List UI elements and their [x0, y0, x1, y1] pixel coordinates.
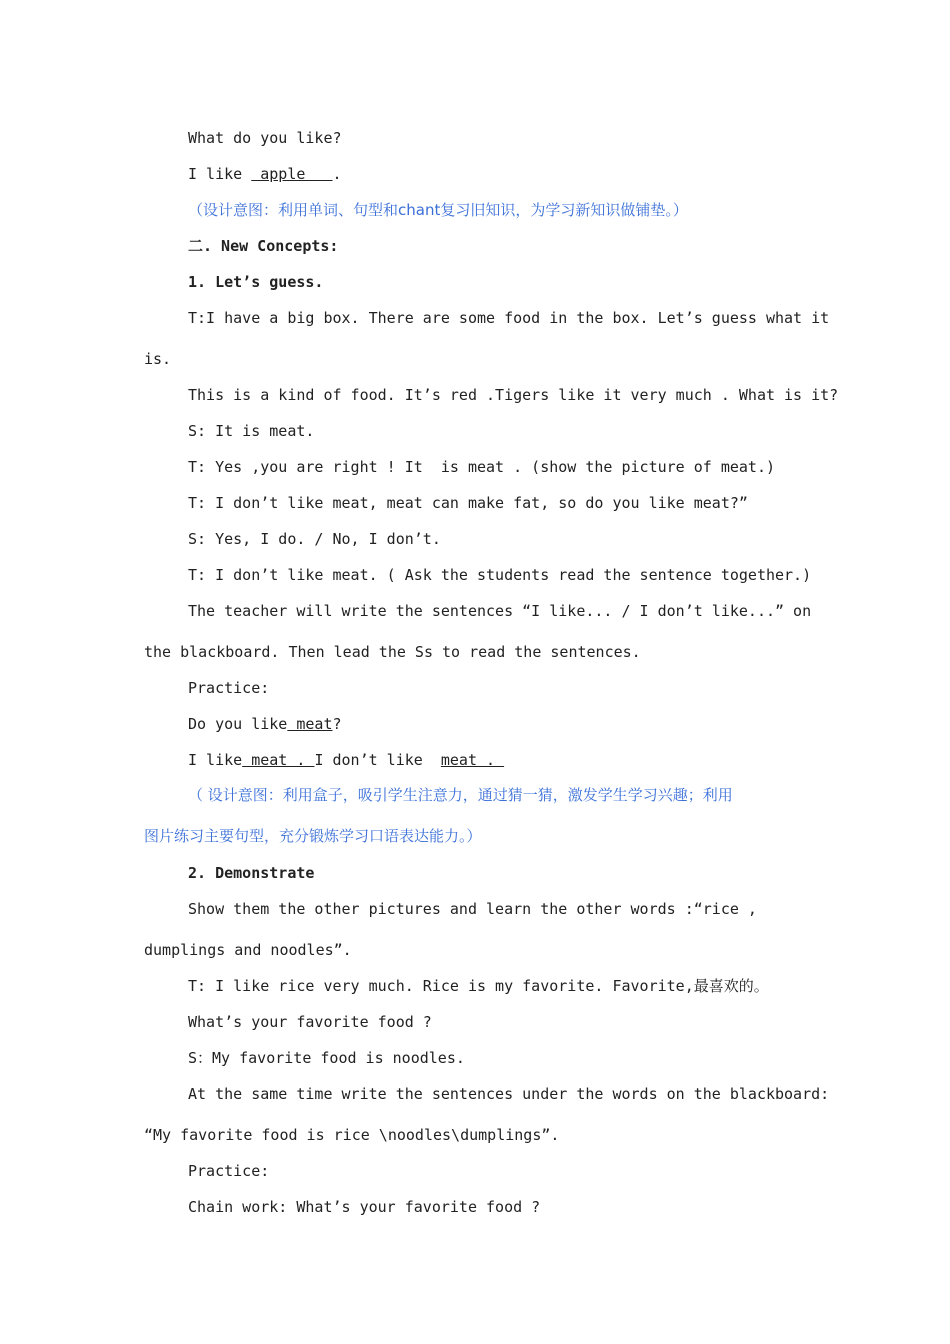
- subsection-heading: 1. Let’s guess.: [188, 273, 324, 291]
- text-span: I like: [188, 751, 243, 769]
- text-line: What do you like?: [188, 129, 342, 147]
- text-line: the blackboard. Then lead the Ss to read the sentences.: [144, 643, 641, 661]
- answer-blank: meat .: [242, 751, 315, 769]
- text-line: T: Yes ,you are right ! It is meat . (show the picture of meat.): [188, 458, 775, 476]
- text-line: What’s your favorite food ?: [188, 1013, 432, 1031]
- text-line: dumplings and noodles”.: [144, 941, 352, 959]
- text-line: T: I don’t like meat, meat can make fat, so do you like meat?”: [188, 494, 748, 512]
- text-span: I like: [188, 165, 252, 183]
- text-line: T: I like rice very much. Rice is my favorite. Favorite,最喜欢的。: [188, 977, 769, 995]
- text-line: [188, 750, 504, 770]
- text-line: S: Yes, I do. / No, I don’t.: [188, 530, 441, 548]
- text-line: T:I have a big box. There are some food in the box. Let’s guess what it: [188, 309, 830, 327]
- text-line: Show them the other pictures and learn the other words :“rice ,: [188, 900, 757, 918]
- text-span: I don’t like: [314, 751, 441, 769]
- text-line: [188, 164, 342, 184]
- text-line: is.: [144, 350, 172, 368]
- answer-blank: apple: [251, 165, 333, 183]
- design-intent-note: （ 设计意图：利用盒子，吸引学生注意力，通过猜一猜，激发学生学习兴趣；利用: [188, 786, 733, 804]
- text-line: [188, 714, 342, 734]
- text-line: The teacher will write the sentences “I like... / I don’t like...” on: [188, 602, 812, 620]
- text-line: Practice:: [188, 1162, 270, 1180]
- answer-blank: meat .: [440, 751, 505, 769]
- text-line: S: It is meat.: [188, 422, 315, 440]
- text-line: Chain work: What’s your favorite food ?: [188, 1198, 541, 1216]
- text-line: T: I don’t like meat. ( Ask the students read the sentence together.): [188, 566, 812, 584]
- section-heading: 二. New Concepts:: [188, 237, 339, 255]
- text-line: This is a kind of food. It’s red .Tigers like it very much . What is it?: [188, 386, 839, 404]
- text-line: Practice:: [188, 679, 270, 697]
- text-span: ?: [332, 715, 342, 733]
- text-line: S：My favorite food is noodles.: [188, 1049, 465, 1067]
- design-intent-note: （设计意图：利用单词、句型和chant复习旧知识，为学习新知识做铺垫。）: [188, 201, 688, 219]
- answer-blank: meat: [287, 715, 333, 733]
- text-span: .: [332, 165, 342, 183]
- text-span: Do you like: [188, 715, 288, 733]
- text-line: At the same time write the sentences under the words on the blackboard:: [188, 1085, 830, 1103]
- design-intent-note: 图片练习主要句型，充分锻炼学习口语表达能力。）: [144, 827, 482, 845]
- subsection-heading: 2. Demonstrate: [188, 864, 315, 882]
- text-line: “My favorite food is rice \noodles\dumplings”.: [144, 1126, 560, 1144]
